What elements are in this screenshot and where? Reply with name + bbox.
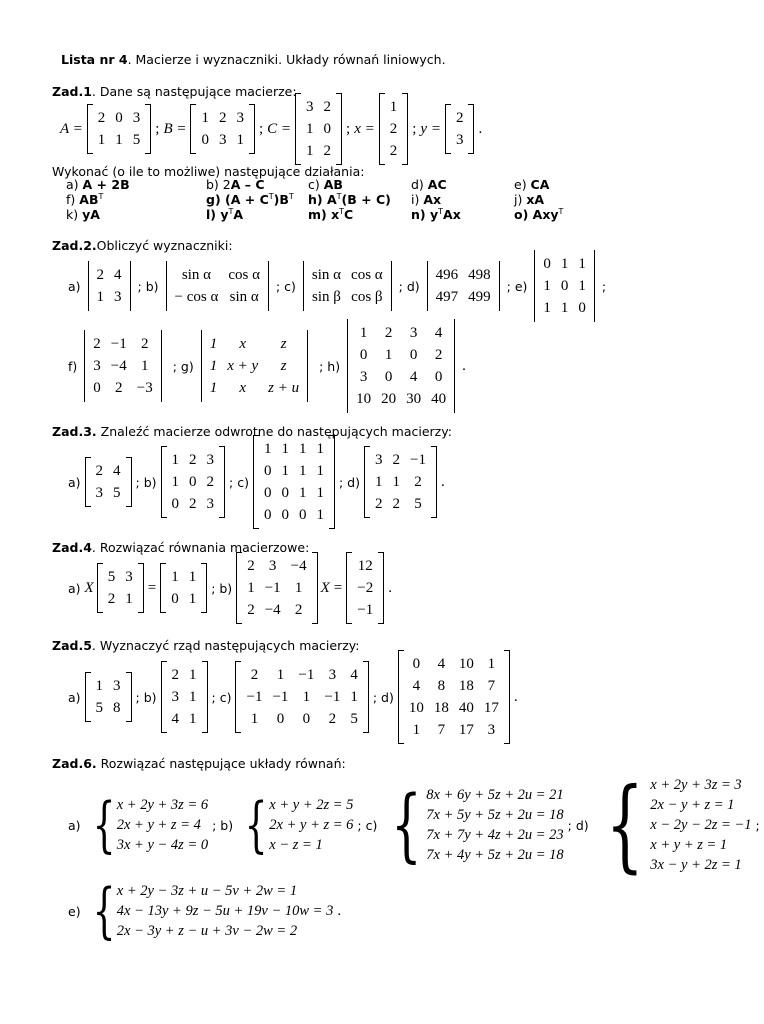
- page-title: Lista nr 4. Macierze i wyznaczniki. Układy równań liniowych.: [61, 52, 446, 67]
- matrix-entry: 0: [189, 474, 197, 490]
- task-1-matrices: A = 2 0 3 1 1 5 ; B = 1 2 3 0 3 1 ; C = 3 2 1 0 1 2 ; x = 1 2 2 ; y = 2 3 .: [60, 100, 486, 158]
- matrix-entry: 1: [578, 278, 586, 294]
- matrix-entry: 0: [201, 132, 209, 148]
- matrix-entry: 18: [433, 700, 449, 716]
- matrix-entry: 2: [247, 558, 255, 574]
- matrix-entry: x: [239, 380, 247, 396]
- matrix-entry: 1: [140, 358, 149, 374]
- matrix-entry: 2: [247, 602, 255, 618]
- matrix-entry: 0: [434, 369, 443, 385]
- matrix-entry: 2: [374, 496, 383, 512]
- matrix-entry: 10: [356, 391, 372, 407]
- matrix-entry: 1: [306, 143, 314, 159]
- inv-d: [364, 446, 437, 518]
- matrix-entry: 5: [350, 711, 358, 727]
- matrix-cells: [88, 330, 157, 402]
- matrix-entry: 4: [409, 369, 418, 385]
- matrix-entry: 1: [189, 711, 197, 727]
- matrix-cells: [538, 250, 591, 322]
- matrix-B: [190, 104, 255, 154]
- matrix-cells: [91, 672, 126, 722]
- matrix-entry: 4: [113, 463, 121, 479]
- matrix-cells: [103, 563, 138, 613]
- matrix-entry: 2: [97, 110, 106, 126]
- matrix-entry: 3: [113, 678, 121, 694]
- matrix-entry: 1: [188, 569, 197, 585]
- matrix-entry: −1: [264, 580, 281, 596]
- matrix-entry: 2: [323, 143, 332, 159]
- matrix-entry: −4: [290, 558, 307, 574]
- matrix-entry: 1: [201, 110, 209, 126]
- matrix-cells: [431, 261, 496, 311]
- matrix-entry: 1: [560, 300, 569, 316]
- equation-line: 3x + y − 4z = 0: [116, 837, 209, 853]
- system-d: { x + 2y + 3z = 3 2x − y + z = 1 x − 2y − 2z = −1 x + y + z = 1 3x − y + 2z = 1: [605, 766, 752, 883]
- matrix-entry: 2: [171, 667, 180, 683]
- matrix-entry: 2: [218, 110, 227, 126]
- matrix-entry: 1: [578, 256, 586, 272]
- matrix-entry: 1: [392, 474, 400, 490]
- matrix-entry: 1: [188, 591, 197, 607]
- matrix-entry: 0: [93, 380, 101, 396]
- matrix-A: [87, 104, 152, 154]
- equation-line: 2x − y + z = 1: [650, 797, 735, 813]
- rank-b: [161, 661, 208, 733]
- matrix-entry: 0: [263, 463, 272, 479]
- matrix-entry: 2: [140, 336, 149, 352]
- matrix-cells: [91, 457, 126, 507]
- matrix-cells: [301, 93, 336, 165]
- matrix-cells: [451, 104, 469, 154]
- vector-x: [379, 93, 409, 165]
- matrix-entry: 0: [281, 485, 289, 501]
- det-g: [198, 330, 311, 402]
- matrix-entry: −1: [357, 602, 374, 618]
- matrix-cells: [167, 661, 202, 733]
- matrix-entry: 2: [392, 496, 400, 512]
- system-b: { x + y + 2z = 5 2x + y + z = 6 x − z = 1: [244, 790, 354, 860]
- matrix-entry: sin α: [229, 289, 259, 305]
- label-x: x =: [354, 120, 375, 137]
- task-4-row: a) X 5 3 2 1 = 1 1 0 1 ; b) 2 3 −4 1 −1 1 2 −4 2 X = 12 −2 −1 .: [64, 556, 396, 620]
- matrix-entry: 1: [412, 722, 421, 738]
- system-c: { 8x + 6y + 5z + 2u = 21 7x + 5y + 5z + 2u = 18 7x + 7y + 4z + 2u = 23 7x + 4y + 5z + 2u = 18: [391, 778, 564, 871]
- matrix-entry: 496: [435, 267, 459, 283]
- matrix-entry: 1: [96, 289, 105, 305]
- equation-line: x − 2y − 2z = −1: [650, 817, 752, 833]
- matrix-entry: 0: [409, 347, 418, 363]
- equation-line: x + y + 2z = 5: [269, 797, 354, 813]
- equation-line: 4x − 13y + 9z − 5u + 19v − 10w = 3: [116, 903, 334, 919]
- matrix-entry: 1: [95, 678, 104, 694]
- matrix-entry: 17: [458, 722, 474, 738]
- matrix-cells: [241, 661, 362, 733]
- matrix-entry: 1: [209, 380, 218, 396]
- eq-a-left: [97, 563, 144, 613]
- matrix-entry: 0: [171, 591, 179, 607]
- det-c: [300, 261, 395, 311]
- matrix-cells: [205, 330, 304, 402]
- matrix-cells: [307, 261, 388, 311]
- matrix-entry: 2: [389, 121, 398, 137]
- matrix-entry: 1: [247, 580, 255, 596]
- det-h: [344, 319, 458, 413]
- equation-line: 8x + 6y + 5z + 2u = 21: [426, 787, 564, 803]
- matrix-entry: −1: [324, 689, 341, 705]
- matrix-entry: 4: [412, 678, 421, 694]
- op-b: b) 2A – C: [206, 177, 265, 192]
- matrix-entry: x + y: [227, 358, 259, 374]
- matrix-cells: [352, 552, 378, 624]
- matrix-entry: 12: [357, 558, 373, 574]
- matrix-entry: 0: [263, 485, 272, 501]
- matrix-entry: 7: [487, 678, 496, 694]
- matrix-entry: 2: [294, 602, 303, 618]
- matrix-entry: 3: [268, 558, 277, 574]
- label-A: A =: [60, 120, 83, 137]
- matrix-cells: [370, 446, 431, 518]
- matrix-entry: 2: [250, 667, 259, 683]
- op-l: l) $y^TA$: [206, 206, 244, 222]
- task-6-row-1: a) { x + 2y + 3z = 6 2x + y + z = 4 3x + y − 4z = 0 ; b) { x + y + 2z = 5 2x + y + z = 6 x − z = 1 ; c) { 8x + 6y + 5z + 2u = 21 7x + 5y + 5z + 2u = 18 7x + 7y + 4z + 2u = 23 7x + 4y + 5z + 2u = 18 ; d) { x + 2y + 3z = 3 2x − y + z = 1 x − 2y − 2z = −1 x + y + z = 1 3x − y + 2z = 1 ;: [68, 766, 760, 883]
- matrix-entry: 1: [316, 485, 324, 501]
- matrix-entry: 1: [543, 300, 551, 316]
- matrix-entry: 4: [434, 325, 443, 341]
- rank-a: [85, 672, 132, 722]
- matrix-entry: 1: [298, 463, 307, 479]
- det-f: [81, 330, 164, 402]
- matrix-entry: 0: [323, 121, 332, 137]
- matrix-cells: [93, 104, 146, 154]
- equation-line: 2x − 3y + z − u + 3v − 2w = 2: [116, 923, 298, 939]
- matrix-entry: 3: [306, 99, 314, 115]
- matrix-entry: 1: [543, 278, 551, 294]
- matrix-entry: 2: [107, 591, 116, 607]
- matrix-entry: 10: [458, 656, 474, 672]
- matrix-entry: 3: [95, 485, 104, 501]
- task-2-row-1: a) 2 4 1 3 ; b) sin α cos α − cos α sin α ; c) sin α cos α sin β cos β ; d) 496 498 497 499 ; e) 0 1 1 1 0 1 1 1 0 ;: [64, 254, 610, 318]
- matrix-entry: − cos α: [174, 289, 219, 305]
- equation-line: x + 2y − 3z + u − 5v + 2w = 1: [116, 883, 298, 899]
- matrix-entry: 1: [298, 485, 307, 501]
- matrix-cells: [385, 93, 403, 165]
- task-5-row: a) 1 3 5 8 ; b) 2 1 3 1 4 1 ; c) 2 1 −1 3 4 −1 −1 1 −1 1 1 0 0 2 5 ; d) 0 4 10 1 4 8 18 7 10 18 40 17 1 7 17 3 .: [64, 654, 522, 740]
- equation-line: x + y + z = 1: [650, 837, 728, 853]
- task-2-heading: Zad.2.Obliczyć wyznaczniki:: [52, 238, 233, 253]
- matrix-entry: 3: [171, 689, 180, 705]
- matrix-C: [295, 93, 342, 165]
- op-e: e) CA: [514, 177, 550, 192]
- matrix-entry: 1: [384, 347, 393, 363]
- matrix-entry: 3: [218, 132, 227, 148]
- task-2-row-2: f) 2 −1 2 3 −4 1 0 2 −3 ; g) 1 x z 1 x + y z 1 x z + u ; h) 1 2 3 4 0 1 0 2 3 0 4 0 10 20 30 40 .: [64, 322, 470, 410]
- matrix-entry: 4: [350, 667, 358, 683]
- matrix-entry: 3: [359, 369, 368, 385]
- matrix-entry: 3: [487, 722, 496, 738]
- matrix-entry: −3: [136, 380, 153, 396]
- matrix-cells: [167, 446, 220, 518]
- inv-b: [161, 446, 226, 518]
- matrix-entry: 0: [171, 496, 180, 512]
- op-f: f) $AB^T$: [66, 191, 104, 207]
- matrix-entry: −1: [246, 689, 263, 705]
- matrix-entry: 1: [189, 689, 197, 705]
- inv-a: [85, 457, 132, 507]
- matrix-entry: 1: [189, 667, 197, 683]
- matrix-entry: z: [280, 358, 287, 374]
- matrix-entry: 3: [409, 325, 418, 341]
- matrix-entry: 2: [189, 452, 197, 468]
- det-a: [85, 261, 134, 311]
- matrix-entry: 5: [95, 700, 104, 716]
- equation-line: x + 2y + 3z = 6: [116, 797, 209, 813]
- matrix-entry: 497: [435, 289, 459, 305]
- eq-b-right: [346, 552, 384, 624]
- matrix-entry: −1: [272, 689, 289, 705]
- matrix-entry: 1: [302, 689, 311, 705]
- label-y: y =: [420, 120, 441, 137]
- op-g: g) $(A + C^T)B^T$: [206, 191, 294, 207]
- matrix-entry: 1: [487, 656, 496, 672]
- matrix-entry: 3: [374, 452, 383, 468]
- matrix-entry: −1: [298, 667, 315, 683]
- matrix-cells: [170, 261, 265, 311]
- task-1-operations: [66, 177, 563, 222]
- matrix-cells: [196, 104, 249, 154]
- matrix-entry: sin β: [312, 289, 341, 305]
- matrix-entry: 1: [374, 474, 383, 490]
- matrix-entry: 0: [276, 711, 285, 727]
- matrix-entry: 5: [132, 132, 141, 148]
- matrix-entry: 40: [431, 391, 447, 407]
- matrix-entry: −1: [110, 336, 127, 352]
- matrix-entry: 2: [389, 143, 398, 159]
- matrix-entry: 8: [437, 678, 446, 694]
- matrix-entry: 3: [125, 569, 133, 585]
- matrix-entry: 2: [95, 463, 104, 479]
- matrix-cells: [166, 563, 201, 613]
- matrix-entry: 1: [389, 99, 398, 115]
- matrix-entry: 1: [359, 325, 368, 341]
- matrix-entry: 1: [316, 507, 324, 523]
- equation-line: x − z = 1: [269, 837, 323, 853]
- matrix-entry: cos α: [351, 267, 383, 283]
- matrix-entry: 1: [263, 441, 272, 457]
- matrix-entry: 40: [458, 700, 474, 716]
- matrix-entry: 1: [350, 689, 358, 705]
- task-4-heading: Zad.4. Rozwiązać równania macierzowe:: [52, 540, 310, 555]
- matrix-entry: 1: [209, 336, 218, 352]
- matrix-entry: 20: [381, 391, 397, 407]
- matrix-entry: x: [239, 336, 247, 352]
- matrix-entry: 3: [206, 452, 215, 468]
- matrix-entry: 3: [328, 667, 337, 683]
- matrix-entry: 5: [414, 496, 422, 512]
- matrix-entry: 0: [263, 507, 272, 523]
- unknown-X-b: X: [320, 579, 330, 596]
- matrix-entry: −4: [110, 358, 127, 374]
- system-e: { x + 2y − 3z + u − 5v + 2w = 1 4x − 13y + 9z − 5u + 19v − 10w = 3 2x − 3y + z − u + 3v − 2w = 2: [92, 876, 334, 946]
- matrix-entry: −1: [409, 452, 426, 468]
- op-h: h) $A^T(B + C)$: [308, 191, 391, 207]
- equation-line: 7x + 5y + 5z + 2u = 18: [426, 807, 564, 823]
- matrix-entry: 1: [250, 711, 259, 727]
- op-k: k) yA: [66, 207, 100, 222]
- matrix-entry: 5: [107, 569, 116, 585]
- matrix-entry: sin α: [311, 267, 342, 283]
- matrix-entry: 2: [414, 474, 422, 490]
- matrix-entry: 3: [206, 496, 215, 512]
- op-j: j) xA: [514, 192, 545, 207]
- matrix-entry: 17: [483, 700, 499, 716]
- matrix-entry: 0: [298, 507, 307, 523]
- matrix-entry: 3: [236, 110, 244, 126]
- equation-line: x + 2y + 3z = 3: [650, 777, 742, 793]
- matrix-cells: [259, 435, 329, 529]
- matrix-entry: 1: [171, 474, 180, 490]
- matrix-entry: 1: [125, 591, 133, 607]
- rank-c: [235, 661, 368, 733]
- matrix-entry: 30: [406, 391, 422, 407]
- matrix-entry: 2: [189, 496, 197, 512]
- matrix-entry: z: [280, 336, 287, 352]
- matrix-entry: 1: [209, 358, 218, 374]
- task-6-heading: Zad.6. Rozwiązać następujące układy równań:: [52, 756, 346, 771]
- eq-b-left: [236, 552, 317, 624]
- matrix-entry: 2: [323, 99, 332, 115]
- matrix-entry: −2: [357, 580, 374, 596]
- matrix-entry: 1: [316, 441, 324, 457]
- task-1-heading: Zad.1. Dane są następujące macierze:: [52, 84, 297, 99]
- matrix-entry: 2: [206, 474, 215, 490]
- matrix-cells: [92, 261, 127, 311]
- matrix-entry: 18: [458, 678, 474, 694]
- matrix-cells: [351, 319, 451, 413]
- matrix-entry: 499: [468, 289, 491, 305]
- inv-c: [253, 435, 335, 529]
- matrix-entry: 1: [115, 132, 123, 148]
- matrix-entry: 1: [281, 463, 289, 479]
- matrix-entry: 8: [113, 700, 121, 716]
- op-c: c) AB: [308, 177, 343, 192]
- matrix-entry: 3: [455, 132, 464, 148]
- matrix-entry: 1: [298, 441, 307, 457]
- vector-y: [445, 104, 475, 154]
- op-d: d) AC: [411, 177, 447, 192]
- matrix-entry: 498: [468, 267, 491, 283]
- matrix-entry: 1: [171, 452, 180, 468]
- det-d: [424, 261, 503, 311]
- unknown-X-a: X: [84, 579, 94, 596]
- matrix-entry: 1: [306, 121, 314, 137]
- matrix-entry: 3: [132, 110, 141, 126]
- matrix-entry: 2: [434, 347, 443, 363]
- matrix-entry: 0: [281, 507, 289, 523]
- equation-line: 3x − y + 2z = 1: [650, 857, 742, 873]
- matrix-entry: 3: [114, 289, 122, 305]
- matrix-cells: [404, 650, 504, 744]
- matrix-entry: 0: [302, 711, 311, 727]
- matrix-entry: 2: [392, 452, 400, 468]
- matrix-entry: 3: [93, 358, 101, 374]
- matrix-entry: 1: [236, 132, 244, 148]
- matrix-entry: −4: [264, 602, 281, 618]
- op-m: m) $x^TC$: [308, 206, 354, 222]
- matrix-entry: 0: [384, 369, 393, 385]
- equation-line: 2x + y + z = 6: [269, 817, 354, 833]
- label-C: C =: [267, 120, 292, 137]
- matrix-entry: 2: [93, 336, 101, 352]
- det-b: [163, 261, 272, 311]
- task-3-row: a) 2 4 3 5 ; b) 1 2 3 1 0 2 0 2 3 ; c) 1 1 1 1 0 1 1 1 0 0 1 1 0 0 0 1 ; d) 3 2 −1 1 1 2 2 2 5 .: [64, 440, 449, 524]
- op-n: n) $y^TAx$: [411, 206, 461, 222]
- matrix-entry: 0: [560, 278, 569, 294]
- matrix-entry: 0: [359, 347, 368, 363]
- equation-line: 7x + 7y + 4z + 2u = 23: [426, 827, 564, 843]
- matrix-entry: 0: [543, 256, 551, 272]
- matrix-entry: 4: [437, 656, 446, 672]
- matrix-entry: 4: [171, 711, 180, 727]
- matrix-entry: 1: [276, 667, 285, 683]
- matrix-entry: 2: [115, 380, 123, 396]
- matrix-entry: 7: [437, 722, 446, 738]
- matrix-cells: [242, 552, 311, 624]
- matrix-entry: 1: [294, 580, 303, 596]
- matrix-entry: 5: [113, 485, 121, 501]
- matrix-entry: 1: [171, 569, 179, 585]
- op-a: a) A + 2B: [66, 177, 130, 192]
- task-5-heading: Zad.5. Wyznaczyć rząd następujących macierzy:: [52, 638, 360, 653]
- equation-line: 2x + y + z = 4: [116, 817, 201, 833]
- matrix-entry: z + u: [268, 380, 300, 396]
- system-a: { x + 2y + 3z = 6 2x + y + z = 4 3x + y − 4z = 0: [92, 790, 209, 860]
- matrix-entry: sin α: [181, 267, 212, 283]
- matrix-entry: 0: [578, 300, 586, 316]
- label-B: B =: [163, 120, 187, 137]
- matrix-entry: 1: [316, 463, 324, 479]
- equation-line: 7x + 4y + 5z + 2u = 18: [426, 847, 564, 863]
- matrix-entry: cos α: [228, 267, 260, 283]
- matrix-entry: 2: [96, 267, 105, 283]
- matrix-entry: 10: [408, 700, 424, 716]
- matrix-entry: 2: [384, 325, 393, 341]
- matrix-entry: 0: [412, 656, 421, 672]
- op-i: i) Ax: [411, 192, 442, 207]
- matrix-entry: 1: [97, 132, 106, 148]
- task-3-heading: Zad.3. Znaleźć macierze odwrotne do następujących macierzy:: [52, 424, 452, 439]
- matrix-entry: 2: [455, 110, 464, 126]
- matrix-entry: cos β: [351, 289, 383, 305]
- task-6-row-2: e) { x + 2y − 3z + u − 5v + 2w = 1 4x − 13y + 9z − 5u + 19v − 10w = 3 2x − 3y + z − u + 3v − 2w = 2 .: [68, 876, 342, 946]
- det-e: [531, 250, 598, 322]
- matrix-entry: 0: [115, 110, 123, 126]
- matrix-entry: 4: [114, 267, 122, 283]
- op-o: o) Axy$^T$: [514, 206, 564, 222]
- matrix-entry: 2: [328, 711, 337, 727]
- eq-a-right: [160, 563, 207, 613]
- matrix-entry: 1: [560, 256, 569, 272]
- rank-d: [398, 650, 510, 744]
- matrix-entry: 1: [281, 441, 289, 457]
- task-1-operations-intro: Wykonać (o ile to możliwe) następujące działania:: [52, 164, 365, 179]
